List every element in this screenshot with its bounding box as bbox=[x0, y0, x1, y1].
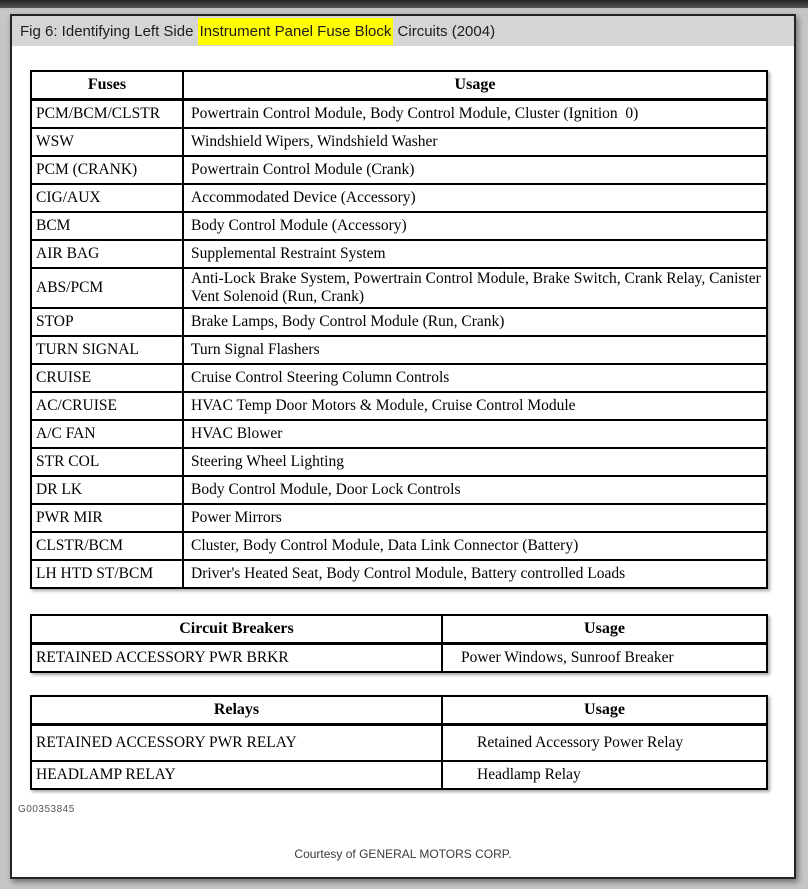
figure-title-prefix: Fig 6: Identifying Left Side bbox=[20, 22, 198, 40]
table-row bbox=[31, 392, 767, 420]
tables-area bbox=[12, 70, 794, 790]
usage-cell: HVAC Temp Door Motors & Module, Cruise Control Module bbox=[183, 392, 767, 420]
label-cell: CIG/AUX bbox=[31, 184, 183, 212]
label-cell: CLSTR/BCM bbox=[31, 532, 183, 560]
table-row bbox=[31, 448, 767, 476]
label-cell: TURN SIGNAL bbox=[31, 336, 183, 364]
label-cell: STOP bbox=[31, 308, 183, 336]
table-row bbox=[31, 532, 767, 560]
table-row bbox=[31, 560, 767, 588]
table-row bbox=[31, 184, 767, 212]
table-row bbox=[31, 240, 767, 268]
usage-cell: Driver's Heated Seat, Body Control Module, Battery controlled Loads bbox=[183, 560, 767, 588]
usage-cell: Power Windows, Sunroof Breaker bbox=[442, 644, 767, 673]
document-frame bbox=[10, 14, 796, 879]
usage-cell: Cluster, Body Control Module, Data Link Connector (Battery) bbox=[183, 532, 767, 560]
usage-cell: Cruise Control Steering Column Controls bbox=[183, 364, 767, 392]
table-row bbox=[31, 364, 767, 392]
label-cell: PWR MIR bbox=[31, 504, 183, 532]
usage-cell: HVAC Blower bbox=[183, 420, 767, 448]
table-row bbox=[31, 420, 767, 448]
usage-cell: Headlamp Relay bbox=[442, 761, 767, 789]
courtesy-line: Courtesy of GENERAL MOTORS CORP. bbox=[294, 847, 512, 861]
relay-table-header-usage: Usage bbox=[442, 696, 767, 725]
usage-cell: Powertrain Control Module, Body Control Module, Cluster (Ignition 0) bbox=[183, 100, 767, 129]
relay-table-header-row bbox=[31, 696, 767, 725]
window-top-bar bbox=[0, 0, 808, 8]
circuit-breaker-table bbox=[30, 614, 768, 673]
relay-table-header-relays: Relays bbox=[31, 696, 442, 725]
label-cell: WSW bbox=[31, 128, 183, 156]
figure-title-suffix: Circuits (2004) bbox=[393, 22, 496, 40]
usage-cell: Anti-Lock Brake System, Powertrain Control Module, Brake Switch, Crank Relay, Canister Vent Solenoid (Run, Crank) bbox=[183, 268, 767, 308]
usage-cell: Powertrain Control Module (Crank) bbox=[183, 156, 767, 184]
breaker-table-header-row bbox=[31, 615, 767, 644]
usage-cell: Retained Accessory Power Relay bbox=[442, 725, 767, 762]
window-top-divider bbox=[0, 8, 808, 10]
table-row bbox=[31, 156, 767, 184]
figure-caption-bar bbox=[12, 16, 794, 46]
label-cell: RETAINED ACCESSORY PWR BRKR bbox=[31, 644, 442, 673]
table-row bbox=[31, 761, 767, 789]
usage-cell: Supplemental Restraint System bbox=[183, 240, 767, 268]
table-row bbox=[31, 504, 767, 532]
label-cell: LH HTD ST/BCM bbox=[31, 560, 183, 588]
label-cell: ABS/PCM bbox=[31, 268, 183, 308]
table-row bbox=[31, 268, 767, 308]
label-cell: STR COL bbox=[31, 448, 183, 476]
usage-cell: Steering Wheel Lighting bbox=[183, 448, 767, 476]
label-cell: CRUISE bbox=[31, 364, 183, 392]
label-cell: RETAINED ACCESSORY PWR RELAY bbox=[31, 725, 442, 762]
fuse-table bbox=[30, 70, 768, 589]
label-cell: PCM/BCM/CLSTR bbox=[31, 100, 183, 129]
usage-cell: Body Control Module (Accessory) bbox=[183, 212, 767, 240]
fuse-table-header-usage: Usage bbox=[183, 71, 767, 100]
fuse-table-header-row bbox=[31, 71, 767, 100]
usage-cell: Power Mirrors bbox=[183, 504, 767, 532]
table-row bbox=[31, 725, 767, 762]
breaker-table-header-breakers: Circuit Breakers bbox=[31, 615, 442, 644]
usage-cell: Body Control Module, Door Lock Controls bbox=[183, 476, 767, 504]
search-highlight: Instrument Panel Fuse Block bbox=[198, 18, 394, 45]
label-cell: AC/CRUISE bbox=[31, 392, 183, 420]
usage-cell: Brake Lamps, Body Control Module (Run, Crank) bbox=[183, 308, 767, 336]
label-cell: A/C FAN bbox=[31, 420, 183, 448]
table-row bbox=[31, 336, 767, 364]
table-row bbox=[31, 644, 767, 673]
label-cell: AIR BAG bbox=[31, 240, 183, 268]
usage-cell: Accommodated Device (Accessory) bbox=[183, 184, 767, 212]
table-row bbox=[31, 212, 767, 240]
usage-cell: Turn Signal Flashers bbox=[183, 336, 767, 364]
label-cell: HEADLAMP RELAY bbox=[31, 761, 442, 789]
relay-table bbox=[30, 695, 768, 790]
label-cell: BCM bbox=[31, 212, 183, 240]
label-cell: PCM (CRANK) bbox=[31, 156, 183, 184]
table-row bbox=[31, 476, 767, 504]
document-number: G00353845 bbox=[18, 804, 75, 815]
table-row bbox=[31, 128, 767, 156]
usage-cell: Windshield Wipers, Windshield Washer bbox=[183, 128, 767, 156]
table-row bbox=[31, 308, 767, 336]
fuse-table-header-fuses: Fuses bbox=[31, 71, 183, 100]
table-row bbox=[31, 100, 767, 129]
breaker-table-header-usage: Usage bbox=[442, 615, 767, 644]
label-cell: DR LK bbox=[31, 476, 183, 504]
